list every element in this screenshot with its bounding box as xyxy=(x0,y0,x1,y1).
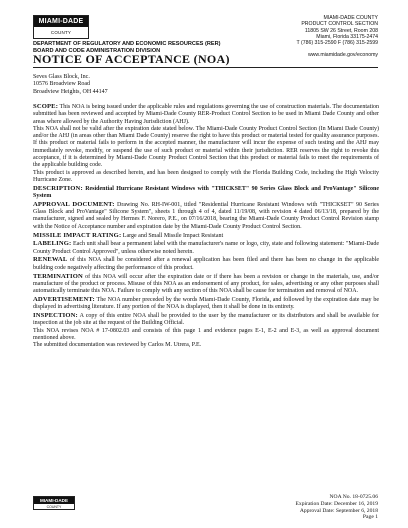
contact-phone: T (786) 315-2590 F (786) 315-2599 xyxy=(296,40,378,47)
contact-section: PRODUCT CONTROL SECTION xyxy=(301,21,378,28)
contact-block xyxy=(238,15,378,59)
miami-dade-logo xyxy=(33,15,89,39)
inspection-text: A copy of this entire NOA shall be provided to the user by the manufacturer or its distributors and shall be available for inspection at the job site at the request of the Building Official. xyxy=(33,313,379,327)
approval-text: Drawing No. RH-IW-001, titled "Residential Hurricane Resistant Windows with "THICKSET" 90 Series Glass Block and ProVantage" Silicone System", sheets 1 through 4 of 4, dated 11/19/08, with revision 4 dated 06/13/18, prepared by the manufacturer, signed and sealed by Hermes F. Norero, P.E., on 07/16/2018, bearing the Miami-Dade County Product Control Revision stamp with the Notice of Acceptance number and expiration date by the Miami-Dade County Product Control Section. xyxy=(33,201,380,230)
addressee-block xyxy=(33,74,233,96)
reviewer-paragraph: The submitted documentation was reviewed by Carlos M. Utrera, P.E. xyxy=(33,342,202,349)
labeling-text: Each unit shall bear a permanent label with the manufacturer's name or logo, city, state and following statement: "Miami-Dade County Product Control Approved", unless otherwise noted herein. xyxy=(33,241,380,255)
inspection-label: INSPECTION: xyxy=(33,312,78,320)
description-label: DESCRIPTION: xyxy=(33,184,83,192)
advertisement-paragraph xyxy=(33,296,379,312)
footer-info xyxy=(228,494,378,521)
header-divider xyxy=(33,67,378,68)
advertisement-text: The NOA number preceded by the words Miami-Dade County, Florida, and followed by the expiration date may be displayed in advertising literature. If any portion of the NOA is displayed, then it shall be done in its entirety. xyxy=(33,296,379,311)
page-title: NOTICE OF ACCEPTANCE (NOA) xyxy=(33,52,230,66)
document-body xyxy=(33,103,379,350)
advertisement-label: ADVERTISEMENT: xyxy=(33,295,95,303)
footer-logo-top: MIAMI-DADE xyxy=(34,497,74,504)
logo-top-text: MIAMI-DADE xyxy=(34,16,88,27)
contact-county: MIAMI-DADE COUNTY xyxy=(323,15,378,21)
labeling-label: LABELING: xyxy=(33,240,72,248)
noa-number: NOA No. 18-0725.06 xyxy=(329,494,378,500)
labeling-paragraph xyxy=(33,240,379,256)
description-paragraph xyxy=(33,185,379,201)
expiration-date: Expiration Date: December 16, 2019 xyxy=(295,500,378,507)
renewal-label: RENEWAL xyxy=(33,256,68,264)
logo-bottom-text: COUNTY xyxy=(50,30,72,35)
contact-address-2: Miami, Florida 33175-2474 xyxy=(316,33,378,40)
termination-paragraph xyxy=(33,273,379,296)
renewal-text: of this NOA shall be considered after a renewal application has been filed and there has been no change in the applicable building code negatively affecting the performance of this product. xyxy=(33,257,380,271)
missile-label: MISSILE IMPACT RATING: xyxy=(33,231,122,239)
renewal-paragraph xyxy=(33,256,379,272)
termination-text: of this NOA will occur after the expiration date or if there has been a revision or change in the materials, use, and/or manufacture of the product or process. Misuse of this NOA as an endorsement of any product, for sales, advertising or any other purposes shall automatically terminate this NOA. Failure to comply with any section of this NOA shall be cause for termination and removal of NOA. xyxy=(33,273,380,295)
approval-label: APPROVAL DOCUMENT: xyxy=(33,200,115,208)
approval-date: Approval Date: September 6, 2018 xyxy=(299,507,378,514)
footer-logo-bottom: COUNTY xyxy=(46,505,62,509)
addressee-company: Seves Glass Block, Inc. xyxy=(33,74,90,80)
scope-paragraph-3: This product is approved as described herein, and has been designed to comply with the Florida Building Code, including the High Velocity Hurricane Zone. xyxy=(33,169,379,183)
addressee-street: 10576 Broadview Road xyxy=(33,81,90,88)
approval-paragraph xyxy=(33,201,379,231)
contact-address-1: 11805 SW 26 Street, Room 208 xyxy=(304,27,378,34)
footer-logo xyxy=(33,496,75,510)
missile-text: Large and Small Missile Impact Resistant xyxy=(122,232,224,239)
scope-paragraph-2: This NOA shall not be valid after the expiration date stated below. The Miami-Dade County Product Control Section (In Miami Dade County) and/or the AHJ (in areas other than Miami Dade County) reserve the right to have this product or material tested for quality assurance purposes. If this product or material fails to perform in the accepted manner, the manufacturer will incur the expense of such testing and the AHJ may immediately revoke, modify, or suspend the use of such product or material within their jurisdiction. RER reserves the right to revoke this acceptance, if it is determined by Miami-Dade County Product Control Section that this product or material fails to meet the requirements of the applicable building code. xyxy=(33,125,379,169)
division-name: BOARD AND CODE ADMINISTRATION DIVISION xyxy=(33,47,161,54)
scope-text: This NOA is being issued under the applicable rules and regulations governing the use of construction materials. The documentation submitted has been reviewed and accepted by Miami-Dade County RER-Product Control Section to be used in Miami Dade County and other areas where allowed by the Authority Having Jurisdiction (AHJ). xyxy=(33,104,379,125)
page-number: Page 1 xyxy=(362,514,378,521)
termination-label: TERMINATION xyxy=(33,272,83,280)
description-text: Residential Hurricane Resistant Windows with "THICKSET" 90 Series Glass Block and ProVantage" Silicone System xyxy=(33,185,379,200)
department-name: DEPARTMENT OF REGULATORY AND ECONOMIC RESOURCES (RER) xyxy=(33,41,221,47)
website-link[interactable]: www.miamidade.gov/economy xyxy=(307,52,378,59)
scope-label: SCOPE: xyxy=(33,103,59,110)
missile-paragraph xyxy=(33,232,379,240)
inspection-paragraph xyxy=(33,312,379,328)
addressee-city: Broadview Heights, OH 44147 xyxy=(33,88,108,95)
revises-paragraph: This NOA revises NOA # 17-0802.03 and consists of this page 1 and evidence pages E-1, E-2 and E-3, as well as approval document mentioned above. xyxy=(33,327,379,341)
scope-paragraph xyxy=(33,103,379,126)
